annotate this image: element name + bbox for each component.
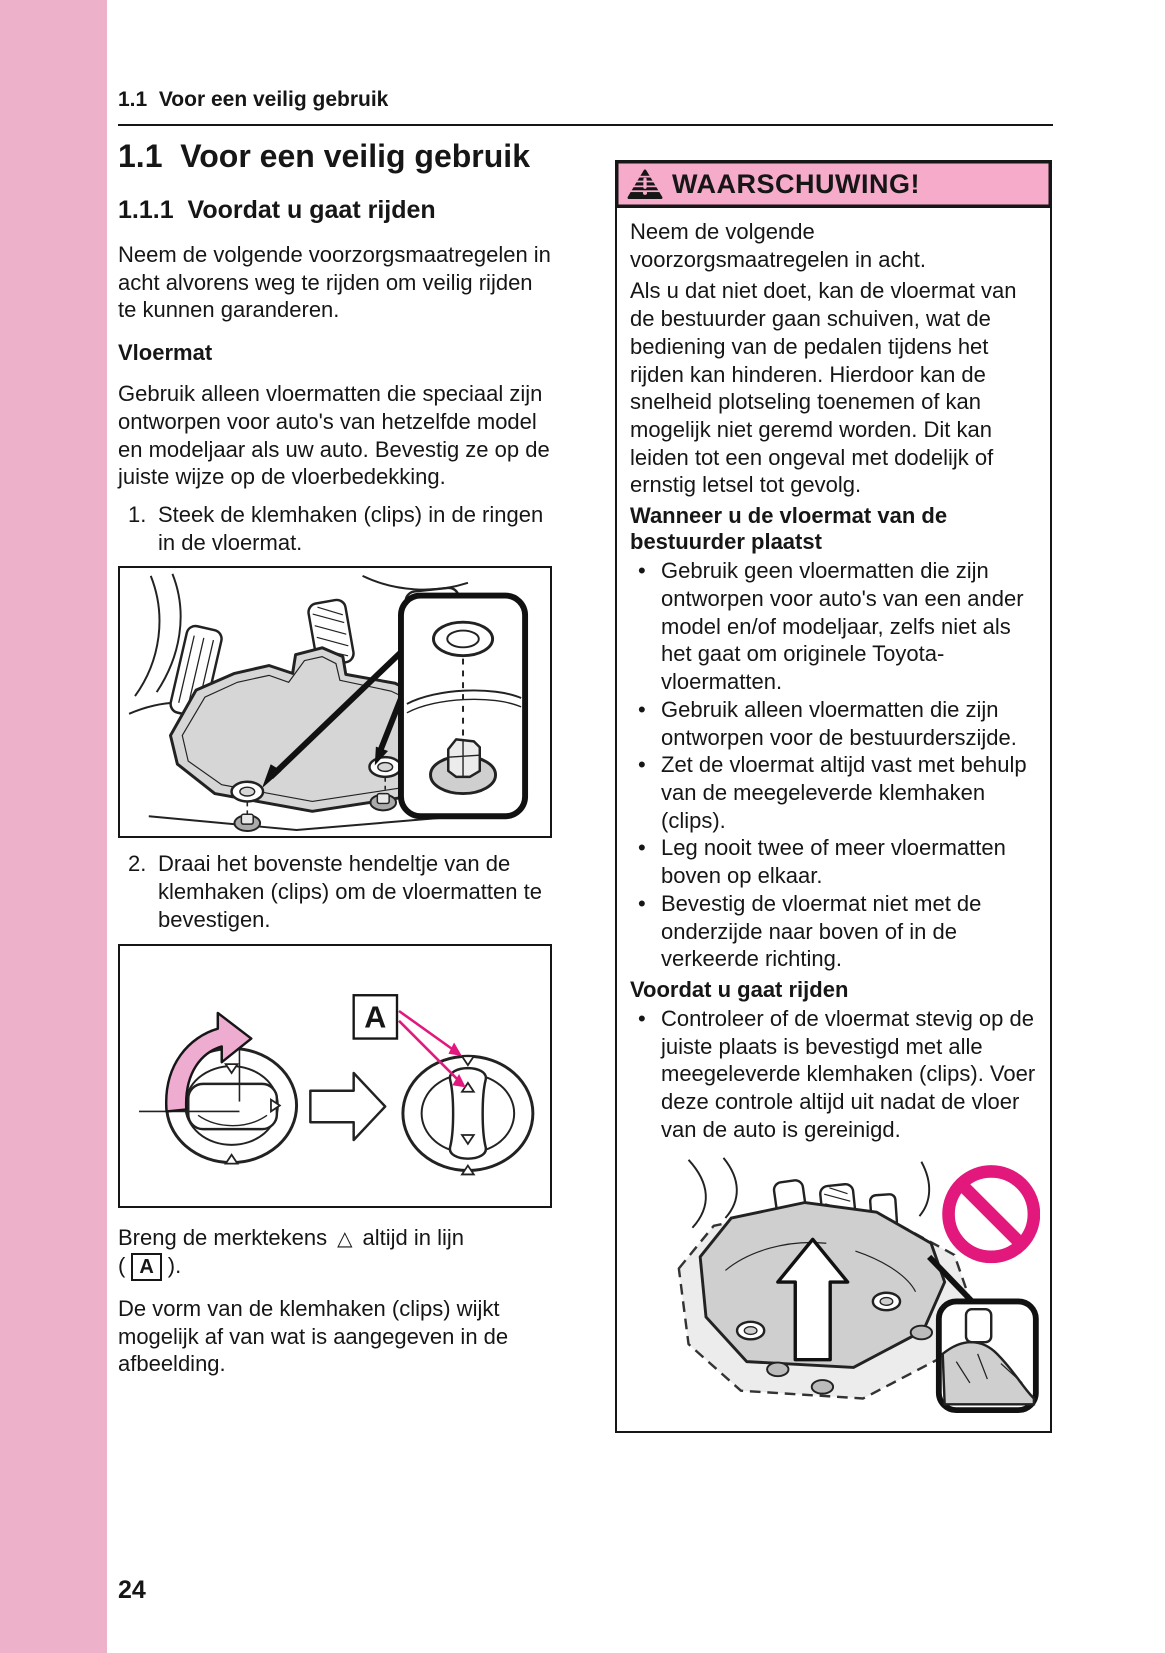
step-1-number: 1. <box>128 502 147 528</box>
floor-clip-left <box>234 815 260 832</box>
warning-intro-2: Als u dat niet doet, kan de vloermat van de bestuurder gaan schuiven, wat de bediening van de pedalen tijdens het rijden kan hinderen. Hierdoor kan de snelheid plotseling toenemen of kan mogelijk niet geremd worden. Dit kan leiden tot een ongeval met dodelijk of ernstig letsel tot gevolg. <box>630 278 1017 498</box>
a-label <box>354 995 397 1038</box>
floor-clip-right <box>370 794 396 811</box>
transition-arrow <box>310 1073 385 1140</box>
clip-shape-note: De vorm van de klemhaken (clips) wijkt mogelijk af van wat is aangegeven in de afbeelding. <box>118 1295 509 1377</box>
right-column <box>615 160 1052 1433</box>
vloermat-paragraph: Gebruik alleen vloermatten die speciaal zijn ontworpen voor auto's van hetzelfde model en modeljaar als uw auto. Bevestig ze op de juiste wijze op de vloerbedekking. <box>118 381 550 490</box>
left-column <box>118 241 552 1394</box>
warning-section-2-list <box>630 1005 1037 1144</box>
alignment-note: Breng de merktekens △ altijd in lijn ( A ). <box>118 1224 552 1281</box>
floor-mat-clips-illustration <box>120 568 546 832</box>
breadcrumb: 1.1 Voor een veilig gebruik <box>118 88 389 111</box>
warning-bullet: • Gebruik alleen vloermatten die zijn ontworpen voor de bestuurderszijde. <box>630 696 1037 751</box>
warning-bullet: • Bevestig de vloermat niet met de onderzijde naar boven of in de verkeerde richting. <box>630 890 1037 973</box>
vloermat-heading: Vloermat <box>118 340 213 366</box>
mat-ring-left <box>232 782 264 802</box>
mat-ring-right <box>369 758 401 778</box>
svg-text:A: A <box>364 1000 387 1035</box>
warning-triangle-icon <box>627 169 663 200</box>
sidebar-accent-bar <box>0 0 107 1653</box>
header-rule <box>118 124 1053 126</box>
page-number: 24 <box>118 1576 146 1604</box>
warning-bullet: • Gebruik geen vloermatten die zijn ontworpen voor auto's van een ander model en/of modeljaar, zelfs niet als het gaat om originele Toyota-vloermatten. <box>630 557 1037 696</box>
warning-title: WAARSCHUWING! <box>672 168 920 199</box>
page-title: 1.1 Voor een veilig gebruik <box>118 138 530 174</box>
step-2-number: 2. <box>128 851 147 877</box>
clip-after <box>403 1056 533 1174</box>
figure-stacked-mats-prohibited <box>632 1154 1037 1419</box>
warning-box <box>615 160 1052 1433</box>
step-2 <box>118 850 552 933</box>
warning-section-2-heading: Voordat u gaat rijden <box>630 976 849 1002</box>
warning-header <box>617 162 1050 208</box>
step-2-text: Draai het bovenste hendeltje van de klemhaken (clips) om de vloermatten te bevestigen. <box>158 851 542 932</box>
clip-rotation-illustration <box>120 946 546 1202</box>
step-1 <box>118 501 552 556</box>
warning-bullet: • Leg nooit twee of meer vloermatten boven op elkaar. <box>630 834 1037 889</box>
warning-bullet: • Zet de vloermat altijd vast met behulp van de meegeleverde klemhaken (clips). <box>630 751 1037 834</box>
stacked-mats-illustration <box>632 1154 1040 1414</box>
warning-section-1-heading: Wanneer u de vloermat van de bestuurder plaatst <box>630 503 948 555</box>
warning-body <box>617 208 1050 1431</box>
triangle-mark-glyph: △ <box>337 1227 353 1250</box>
clip-detail-inset <box>401 596 525 817</box>
step-1-text: Steek de klemhaken (clips) in de ringen in de vloermat. <box>158 502 544 555</box>
section-subtitle: 1.1.1 Voordat u gaat rijden <box>118 196 436 224</box>
warning-bullet: • Controleer of de vloermat stevig op de juiste plaats is bevestigd met alle meegeleverde klemhaken (clips). Voer deze controle altijd uit nadat de vloer van de auto is gereinigd. <box>630 1005 1037 1144</box>
mat-corner-inset <box>939 1301 1036 1410</box>
figure-floor-mat-clips <box>118 566 552 838</box>
intro-paragraph: Neem de volgende voorzorgsmaatregelen in acht alvorens weg te rijden om veilig rijden te kunnen garanderen. <box>118 242 551 323</box>
a-label-box: A <box>131 1253 161 1281</box>
warning-section-1-list <box>630 557 1037 973</box>
prohibition-icon <box>949 1171 1034 1256</box>
figure-clip-rotation <box>118 944 552 1208</box>
clip-before <box>139 1013 297 1164</box>
warning-intro-1: Neem de volgende voorzorgsmaatregelen in acht. <box>630 219 926 272</box>
